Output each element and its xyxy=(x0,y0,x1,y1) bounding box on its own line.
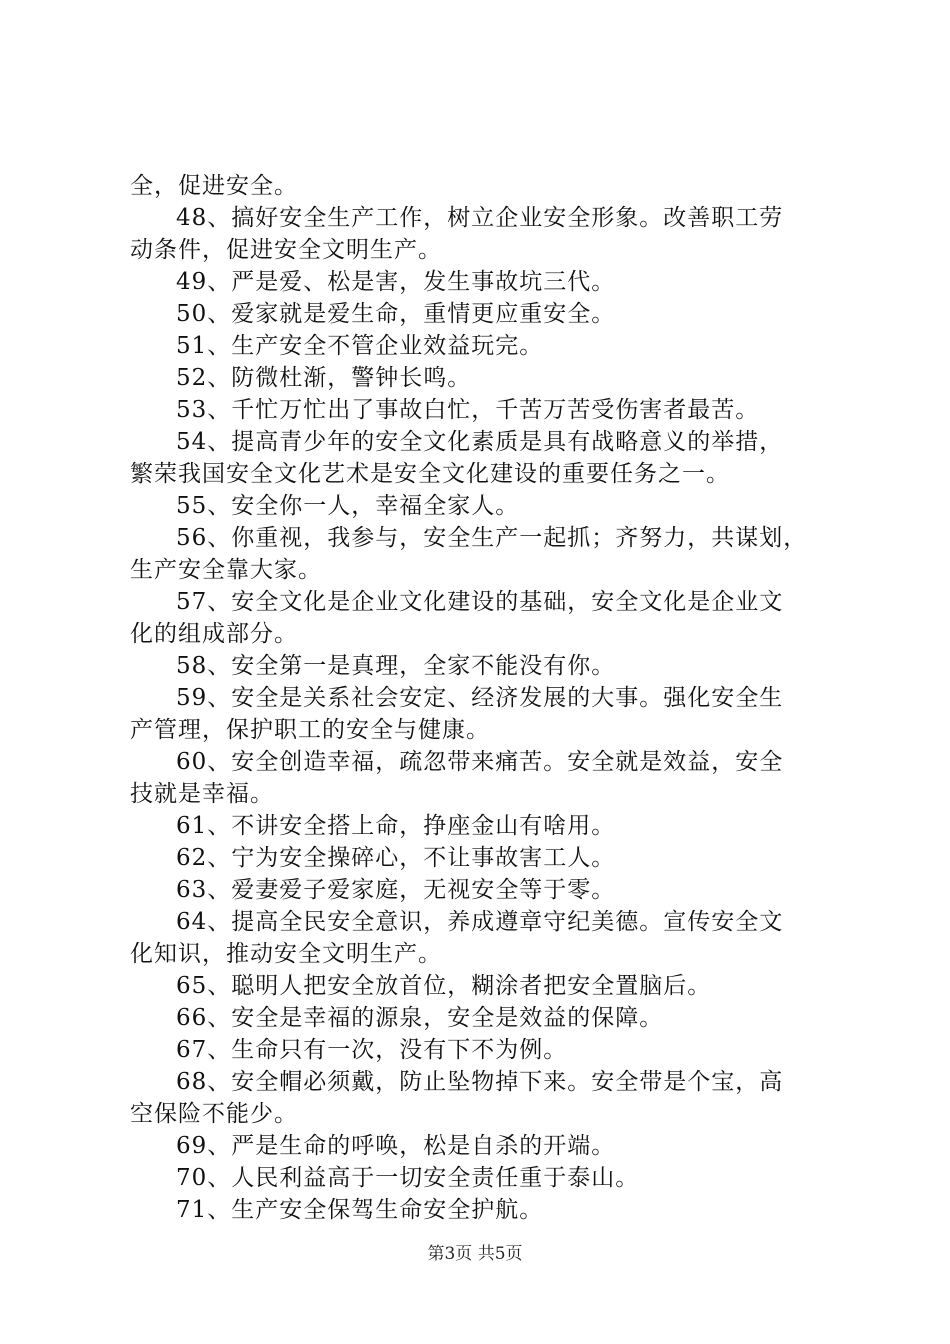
text-line: 空保险不能少。 xyxy=(130,1101,298,1127)
text-line: 64、提高全民安全意识，养成遵章守纪美德。宣传安全文 xyxy=(176,909,784,935)
text-line: 62、宁为安全操碎心，不让事故害工人。 xyxy=(176,845,616,871)
text-line: 60、安全创造幸福，疏忽带来痛苦。安全就是效益，安全 xyxy=(176,749,784,775)
text-line: 69、严是生命的呼唤，松是自杀的开端。 xyxy=(176,1133,616,1159)
text-line: 65、聪明人把安全放首位，糊涂者把安全置脑后。 xyxy=(176,973,712,999)
text-line: 54、提高青少年的安全文化素质是具有战略意义的举措， xyxy=(176,429,784,455)
text-line: 化知识，推动安全文明生产。 xyxy=(130,941,442,967)
text-line: 55、安全你一人，幸福全家人。 xyxy=(176,493,520,519)
text-line: 71、生产安全保驾生命安全护航。 xyxy=(176,1197,544,1223)
text-line: 58、安全第一是真理，全家不能没有你。 xyxy=(176,653,616,679)
text-line: 51、生产安全不管企业效益玩完。 xyxy=(176,333,544,359)
text-line: 66、安全是幸福的源泉，安全是效益的保障。 xyxy=(176,1005,664,1031)
text-line: 63、爱妻爱子爱家庭，无视安全等于零。 xyxy=(176,877,616,903)
text-line: 56、你重视，我参与，安全生产一起抓；齐努力，共谋划， xyxy=(176,525,808,551)
text-line: 50、爱家就是爱生命，重情更应重安全。 xyxy=(176,301,616,327)
text-line: 49、严是爱、松是害，发生事故坑三代。 xyxy=(176,269,616,295)
text-line: 全，促进安全。 xyxy=(130,173,298,199)
text-line: 68、安全帽必须戴，防止坠物掉下来。安全带是个宝，高 xyxy=(176,1069,784,1095)
text-line: 59、安全是关系社会安定、经济发展的大事。强化安全生 xyxy=(176,685,784,711)
page-footer: 第3页 共5页 xyxy=(427,1244,523,1264)
text-line: 53、千忙万忙出了事故白忙，千苦万苦受伤害者最苦。 xyxy=(176,397,760,423)
text-line: 生产安全靠大家。 xyxy=(130,557,322,583)
document-body xyxy=(130,170,840,1226)
text-line: 动条件，促进安全文明生产。 xyxy=(130,237,442,263)
text-line: 52、防微杜渐，警钟长鸣。 xyxy=(176,365,472,391)
text-line: 57、安全文化是企业文化建设的基础，安全文化是企业文 xyxy=(176,589,784,615)
text-line: 技就是幸福。 xyxy=(130,781,274,807)
text-line: 繁荣我国安全文化艺术是安全文化建设的重要任务之一。 xyxy=(130,461,730,487)
text-line: 48、搞好安全生产工作，树立企业安全形象。改善职工劳 xyxy=(176,205,784,231)
text-line: 70、人民利益高于一切安全责任重于泰山。 xyxy=(176,1165,640,1191)
text-line: 67、生命只有一次，没有下不为例。 xyxy=(176,1037,568,1063)
text-line: 产管理，保护职工的安全与健康。 xyxy=(130,717,490,743)
text-line: 化的组成部分。 xyxy=(130,621,298,647)
text-line: 61、不讲安全搭上命，挣座金山有啥用。 xyxy=(176,813,616,839)
